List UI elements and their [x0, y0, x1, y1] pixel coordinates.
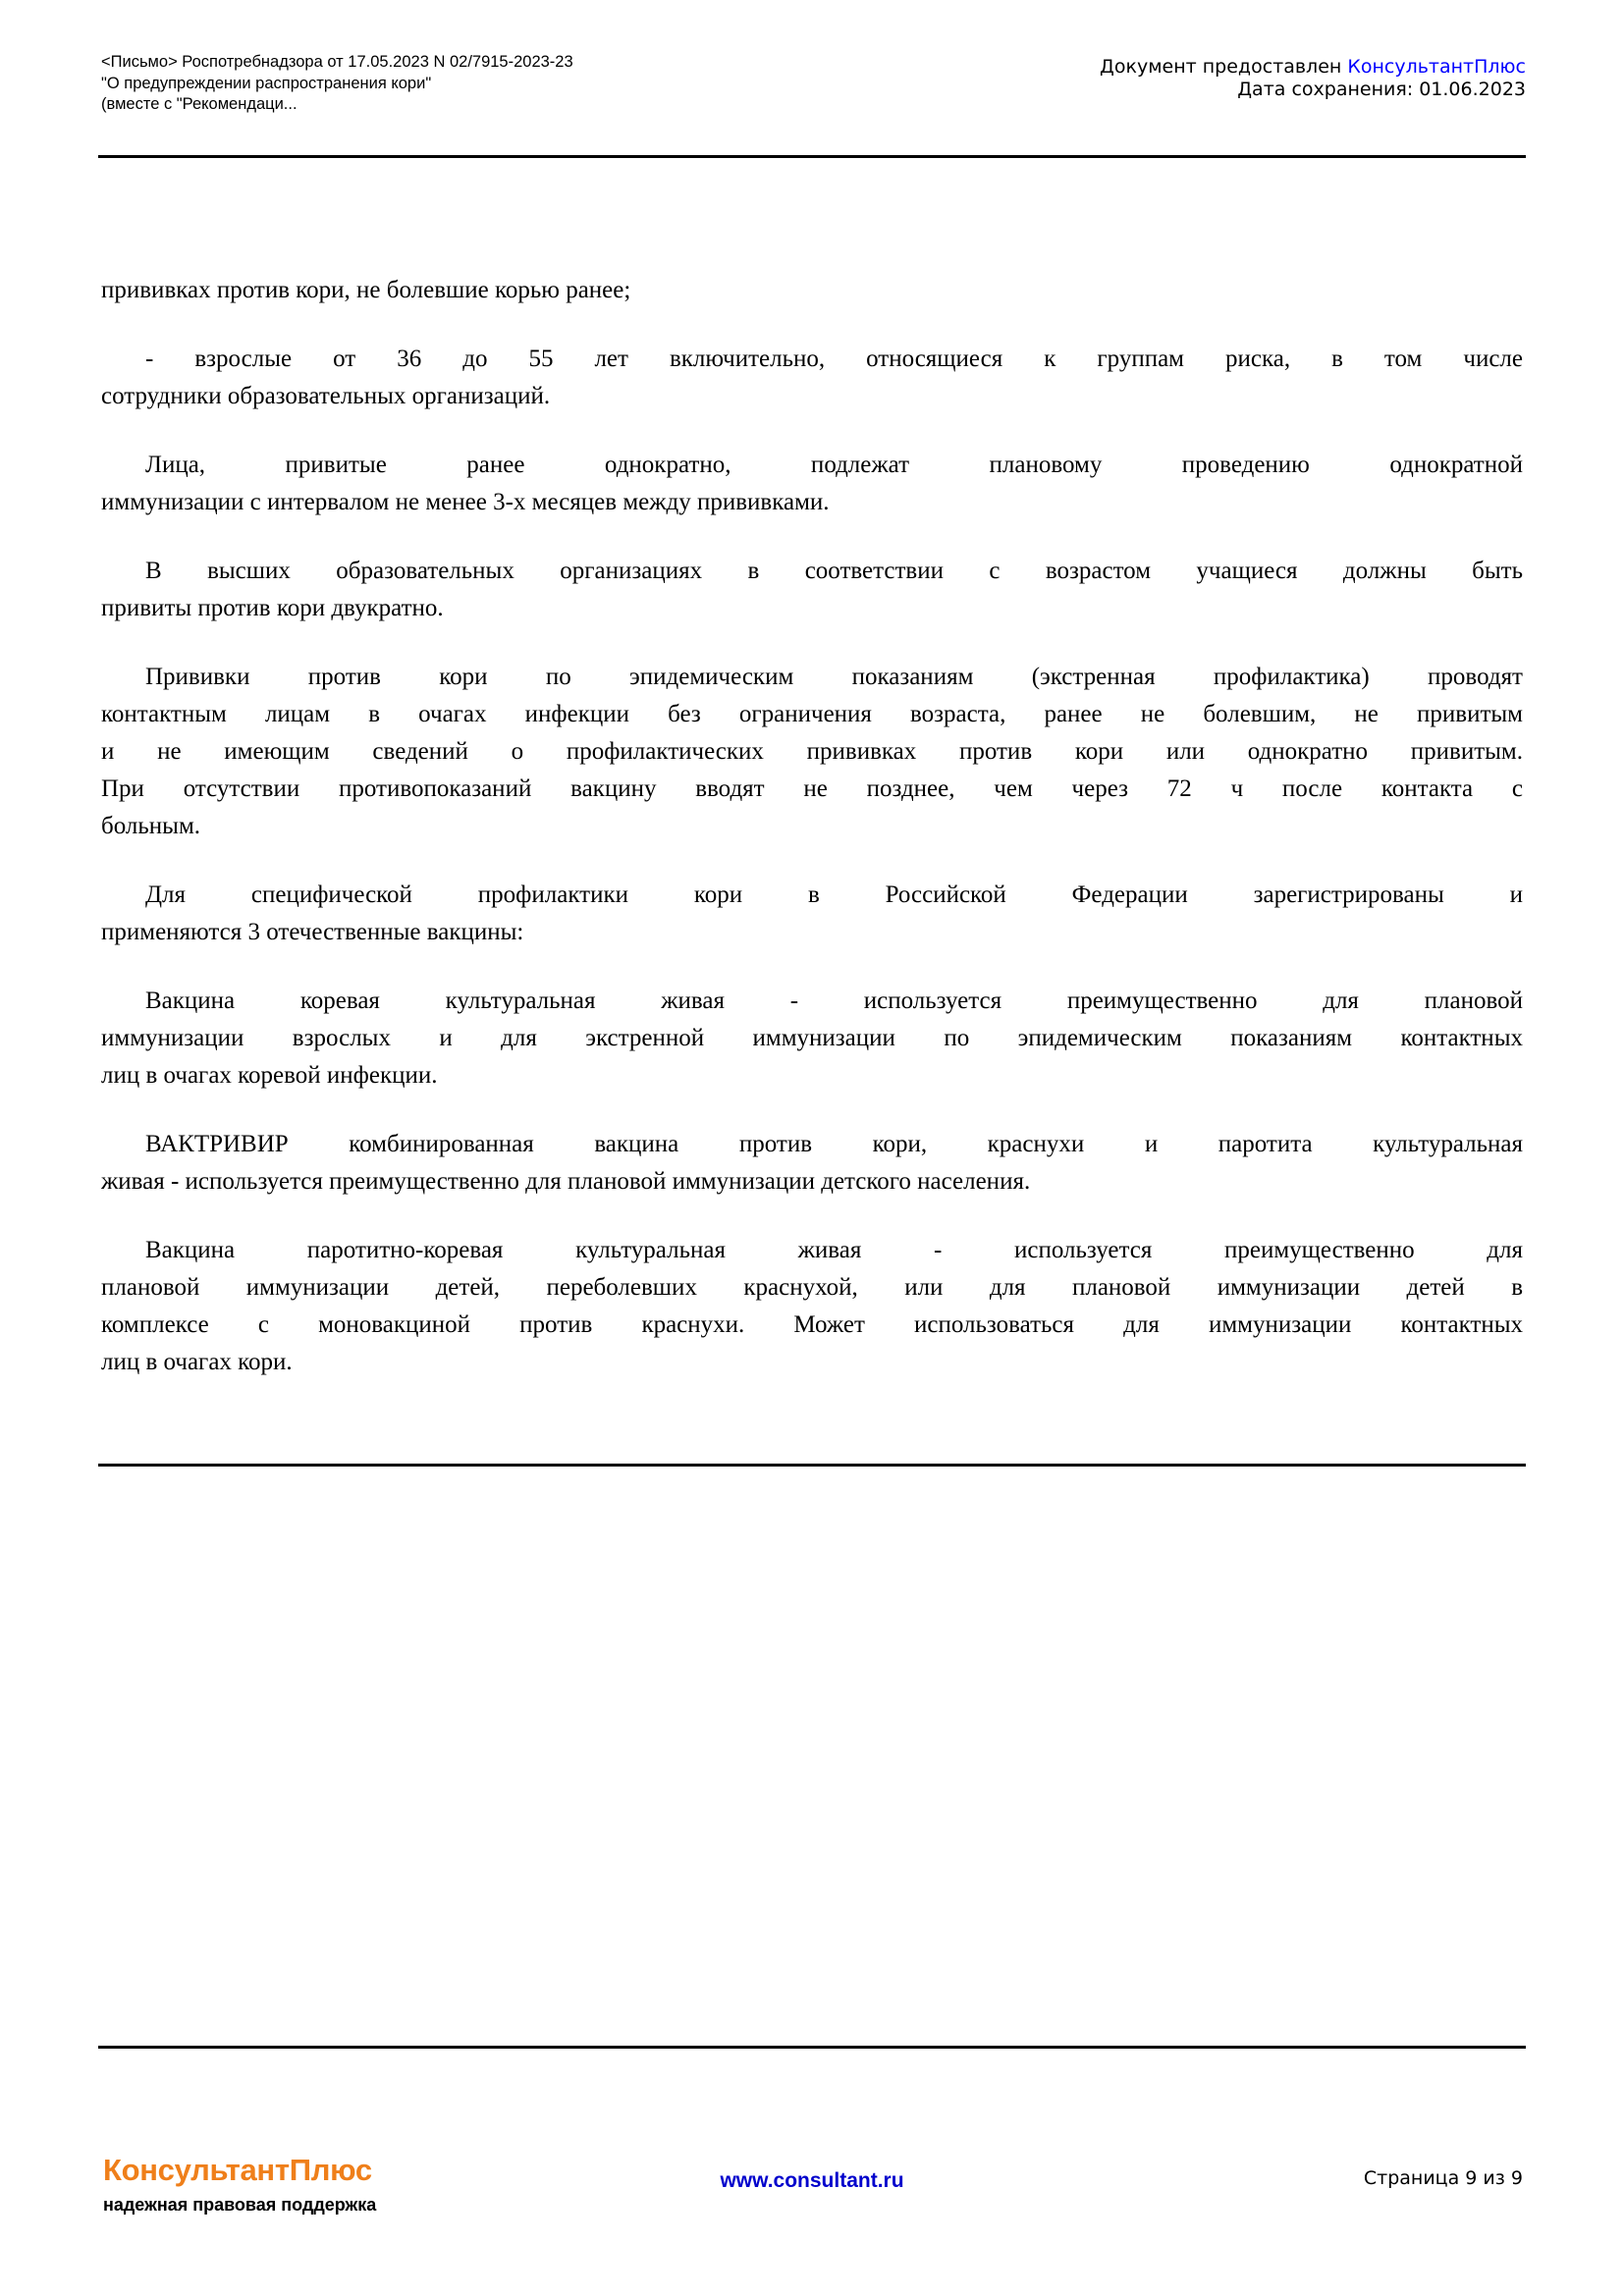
- horizontal-rule-top: [98, 155, 1526, 158]
- text-line: плановой иммунизации детей, переболевших краснухой, или для плановой иммунизации детей в: [101, 1274, 1523, 1301]
- provider-prefix: Документ предоставлен: [1100, 56, 1348, 78]
- consultant-url-link[interactable]: www.consultant.ru: [720, 2169, 904, 2192]
- text-line: Вакцина паротитно-коревая культуральная живая - используется преимущественно для: [145, 1237, 1523, 1263]
- horizontal-rule-middle: [98, 1464, 1526, 1467]
- paragraph: [101, 877, 1523, 951]
- paragraph: [101, 447, 1523, 521]
- page-number: Страница 9 из 9: [1363, 2167, 1523, 2189]
- paragraph: [101, 553, 1523, 627]
- paragraph: [101, 659, 1523, 845]
- header-provider-info: [1100, 56, 1526, 101]
- text-line: ВАКТРИВИР комбинированная вакцина против кори, краснухи и паротита культуральная: [145, 1131, 1523, 1157]
- text-line: иммунизации взрослых и для экстренной иммунизации по эпидемическим показаниям контактных: [101, 1025, 1523, 1051]
- text-line: комплексе с моновакциной против краснухи. Может использоваться для иммунизации контактных: [101, 1311, 1523, 1338]
- header-doc-title-line-2: "О предупреждении распространения кори": [101, 74, 432, 92]
- text-line: - взрослые от 36 до 55 лет включительно, относящиеся к группам риска, в том числе: [145, 346, 1523, 372]
- text-line: иммунизации с интервалом не менее 3-х месяцев между прививками.: [101, 489, 830, 515]
- header-doc-title-line-1: <Письмо> Роспотребнадзора от 17.05.2023 N 02/7915-2023-23: [101, 53, 573, 71]
- save-date: Дата сохранения: 01.06.2023: [1237, 79, 1526, 100]
- logo-tagline: надежная правовая поддержка: [103, 2195, 377, 2215]
- text-line: Для специфической профилактики кори в Российской Федерации зарегистрированы и: [145, 881, 1523, 908]
- text-line: применяются 3 отечественные вакцины:: [101, 919, 524, 945]
- horizontal-rule-bottom: [98, 2046, 1526, 2049]
- text-line: контактным лицам в очагах инфекции без ограничения возраста, ранее не болевшим, не привитым: [101, 701, 1523, 727]
- text-line: При отсутствии противопоказаний вакцину вводят не позднее, чем через 72 ч после контакта с: [101, 775, 1523, 802]
- text-line: больным.: [101, 813, 201, 839]
- text-line: В высших образовательных организациях в соответствии с возрастом учащиеся должны быть: [145, 558, 1523, 584]
- text-line: Прививки против кори по эпидемическим показаниям (экстренная профилактика) проводят: [145, 664, 1523, 690]
- provider-line: [1100, 56, 1526, 79]
- document-body: [101, 272, 1523, 1413]
- paragraph: [101, 1232, 1523, 1381]
- consultantplus-link[interactable]: КонсультантПлюс: [1347, 56, 1526, 78]
- text-line: живая - используется преимущественно для плановой иммунизации детского населения.: [101, 1168, 1031, 1195]
- paragraph: [101, 272, 1523, 309]
- text-line: лиц в очагах коревой инфекции.: [101, 1062, 438, 1089]
- text-line: Лица, привитые ранее однократно, подлежат плановому проведению однократной: [145, 452, 1523, 478]
- logo-text: КонсультантПлюс: [103, 2153, 372, 2187]
- paragraph: [101, 1126, 1523, 1201]
- text-line: прививках против кори, не болевшие корью ранее;: [101, 277, 631, 303]
- text-line: Вакцина коревая культуральная живая - используется преимущественно для плановой: [145, 988, 1523, 1014]
- paragraph: [101, 983, 1523, 1095]
- text-line: сотрудники образовательных организаций.: [101, 383, 551, 409]
- text-line: привиты против кори двукратно.: [101, 595, 444, 621]
- text-line: и не имеющим сведений о профилактических прививках против кори или однократно привитым.: [101, 738, 1523, 765]
- text-line: лиц в очагах кори.: [101, 1349, 293, 1375]
- document-header-info: [101, 52, 573, 116]
- header-doc-title-line-3: (вместе с "Рекомендаци...: [101, 95, 298, 113]
- paragraph: [101, 341, 1523, 415]
